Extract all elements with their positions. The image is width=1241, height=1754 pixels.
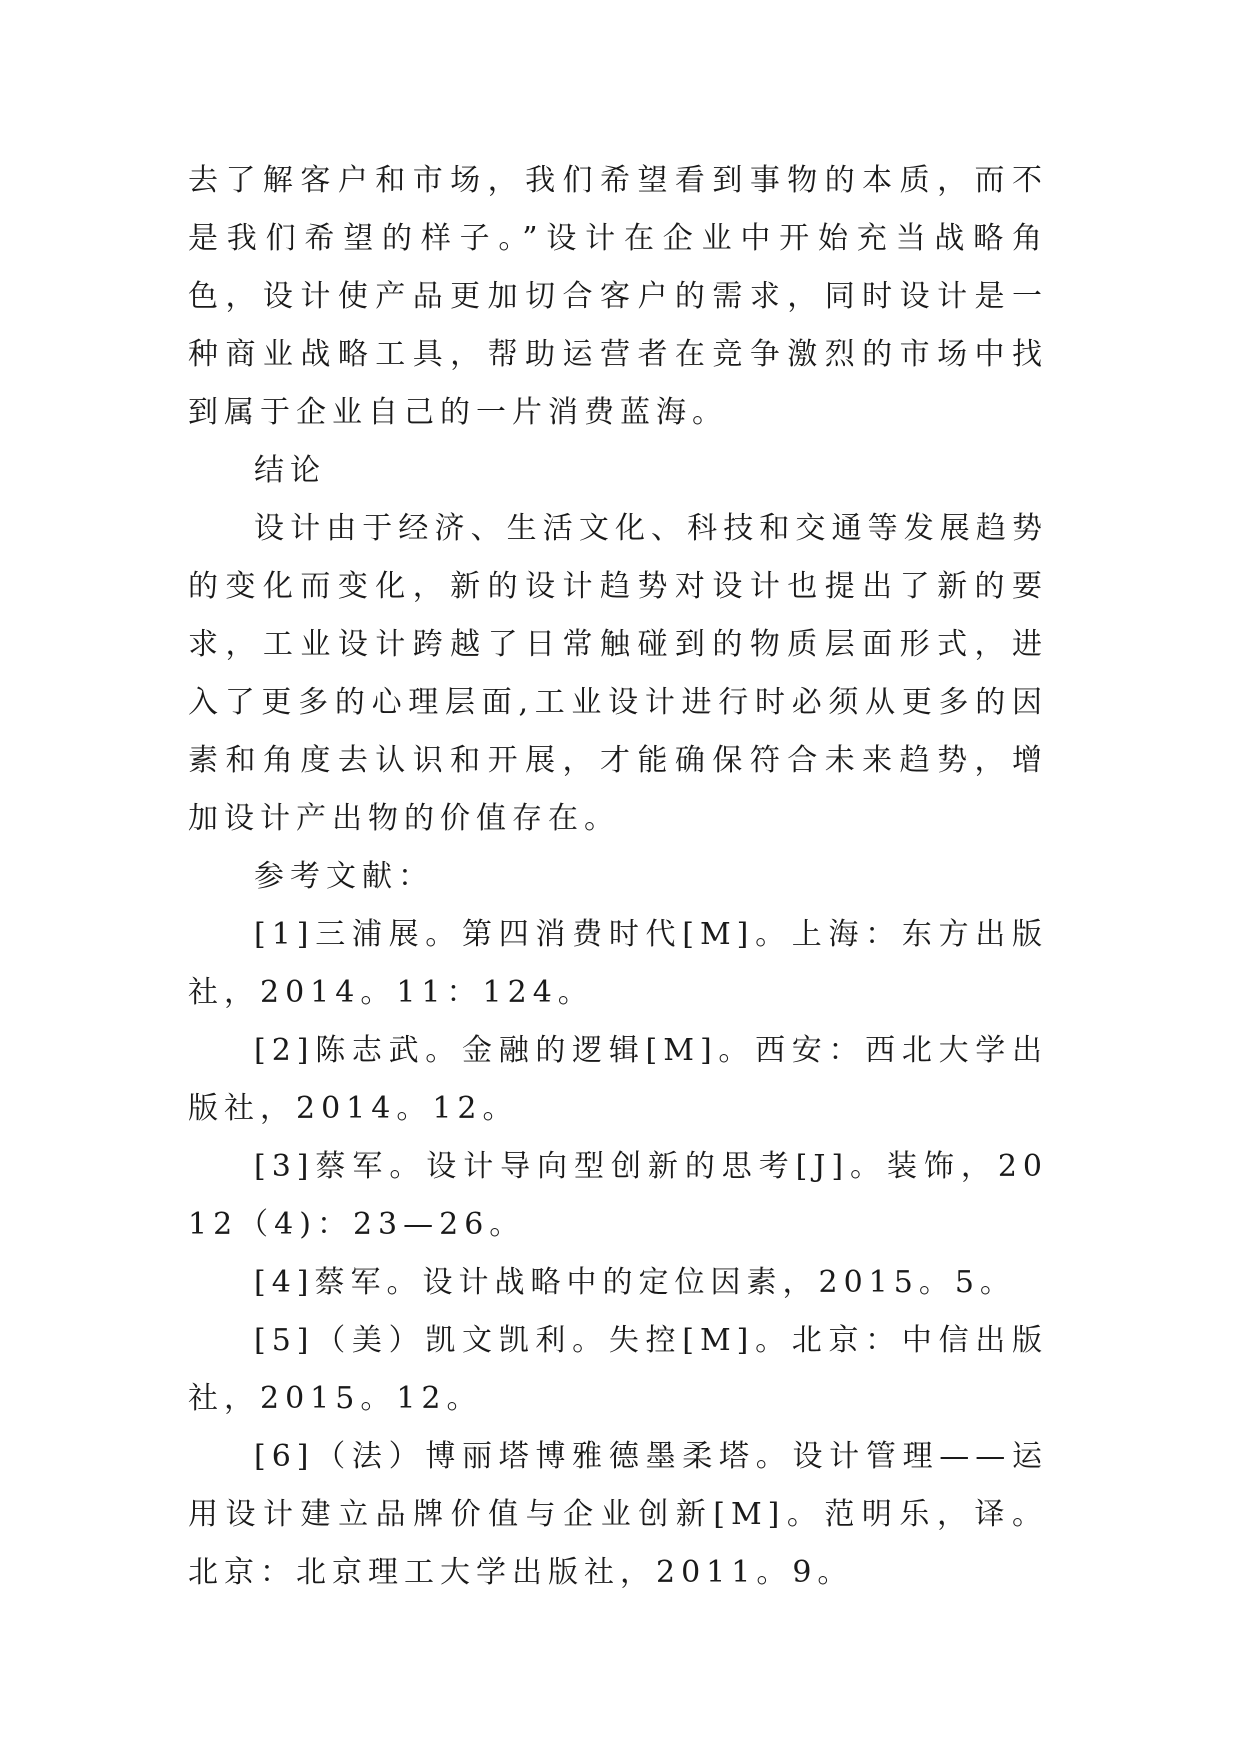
reference-item-3: [3]蔡军。设计导向型创新的思考[J]。装饰，2012（4)：23—26。	[188, 1149, 1048, 1242]
references-heading: 参考文献：	[254, 859, 434, 894]
reference-item-5: [5]（美）凯文凯利。失控[M]。北京：中信出版社，2015。12。	[188, 1323, 1048, 1416]
reference-item-1: [1]三浦展。第四消费时代[M]。上海：东方出版社，2014。11：124。	[188, 917, 1048, 1010]
reference-item-6: [6]（法）博丽塔博雅德墨柔塔。设计管理——运用设计建立品牌价值与企业创新[M]。范明乐，译。北京：北京理工大学出版社，2011。9。	[188, 1439, 1048, 1590]
conclusion-paragraph: 设计由于经济、生活文化、科技和交通等发展趋势的变化而变化，新的设计趋势对设计也提出了新的要求，工业设计跨越了日常触碰到的物质层面形式，进入了更多的心理层面,工业设计进行时必须从更多的因素和角度去认识和开展，才能确保符合未来趋势，增加设计产出物的价值存在。	[188, 511, 1048, 836]
document-body	[188, 152, 1048, 1602]
reference-item-4: [4]蔡军。设计战略中的定位因素，2015。5。	[254, 1265, 1016, 1300]
reference-item-2: [2]陈志武。金融的逻辑[M]。西安：西北大学出版社，2014。12。	[188, 1033, 1048, 1126]
intro-paragraph: 去了解客户和市场，我们希望看到事物的本质，而不是我们希望的样子。”设计在企业中开始充当战略角色，设计使产品更加切合客户的需求，同时设计是一种商业战略工具，帮助运营者在竞争激烈的市场中找到属于企业自己的一片消费蓝海。	[188, 163, 1048, 430]
conclusion-heading: 结论	[254, 453, 326, 488]
